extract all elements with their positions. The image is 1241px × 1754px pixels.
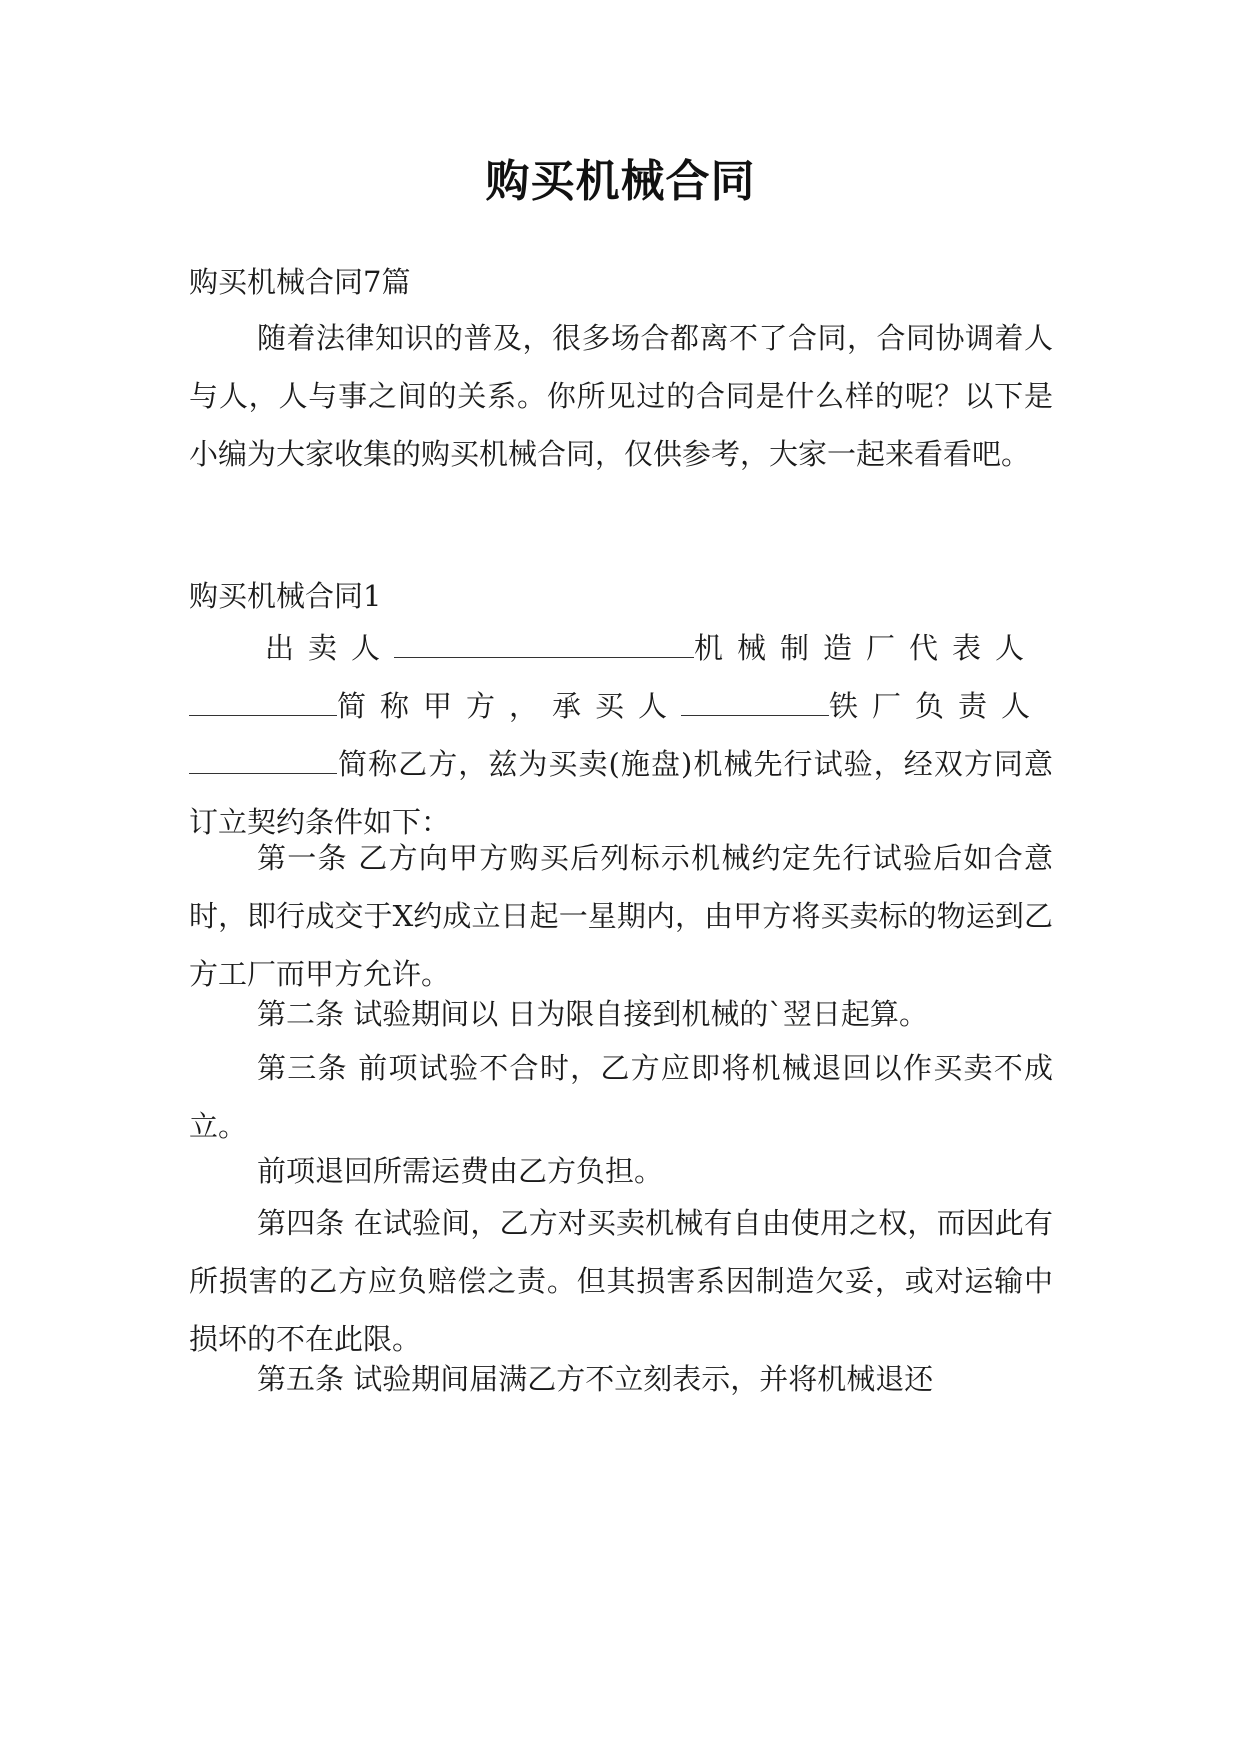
- seller-label: 出卖人: [265, 631, 395, 665]
- seller-suffix: 机械制造厂代表人: [694, 631, 1039, 665]
- clause-1: 第一条 乙方向甲方购买后列标示机械约定先行试验后如合意时，即行成交于X约成立日起一星期内，由甲方将买卖标的物运到乙方工厂而甲方允许。: [189, 841, 1053, 991]
- parties-tail: 简称乙方，兹为买卖(施盘)机械先行试验，经双方同意订立契约条件如下：: [189, 747, 1053, 839]
- abbr-a-text: 简称甲方，承买人: [337, 689, 682, 723]
- seller-blank: [394, 633, 694, 658]
- clause-3: 第三条 前项试验不合时，乙方应即将机械退回以作买卖不成立。: [189, 1051, 1053, 1143]
- representative-blank: [189, 691, 337, 716]
- clause-2: 第二条 试验期间以 日为限自接到机械的`翌日起算。: [257, 997, 928, 1031]
- intro-paragraph: 随着法律知识的普及，很多场合都离不了合同，合同协调着人与人，人与事之间的关系。你所见过的合同是什么样的呢？以下是小编为大家收集的购买机械合同，仅供参考，大家一起来看看吧。: [189, 321, 1053, 471]
- document-title: 购买机械合同: [485, 156, 756, 207]
- buyer-blank: [681, 691, 829, 716]
- buyer-suffix: 铁厂负责人: [829, 689, 1045, 723]
- clause-5: 第五条 试验期间届满乙方不立刻表示，并将机械退还: [257, 1362, 934, 1396]
- clause-3-note: 前项退回所需运费由乙方负担。: [257, 1154, 664, 1188]
- parties-paragraph: [189, 619, 1053, 851]
- document-subtitle: 购买机械合同7篇: [189, 265, 411, 299]
- responsible-blank: [189, 749, 337, 774]
- section-heading: 购买机械合同1: [189, 579, 382, 613]
- clause-4: 第四条 在试验间，乙方对买卖机械有自由使用之权，而因此有所损害的乙方应负赔偿之责。但其损害系因制造欠妥，或对运输中损坏的不在此限。: [189, 1206, 1053, 1356]
